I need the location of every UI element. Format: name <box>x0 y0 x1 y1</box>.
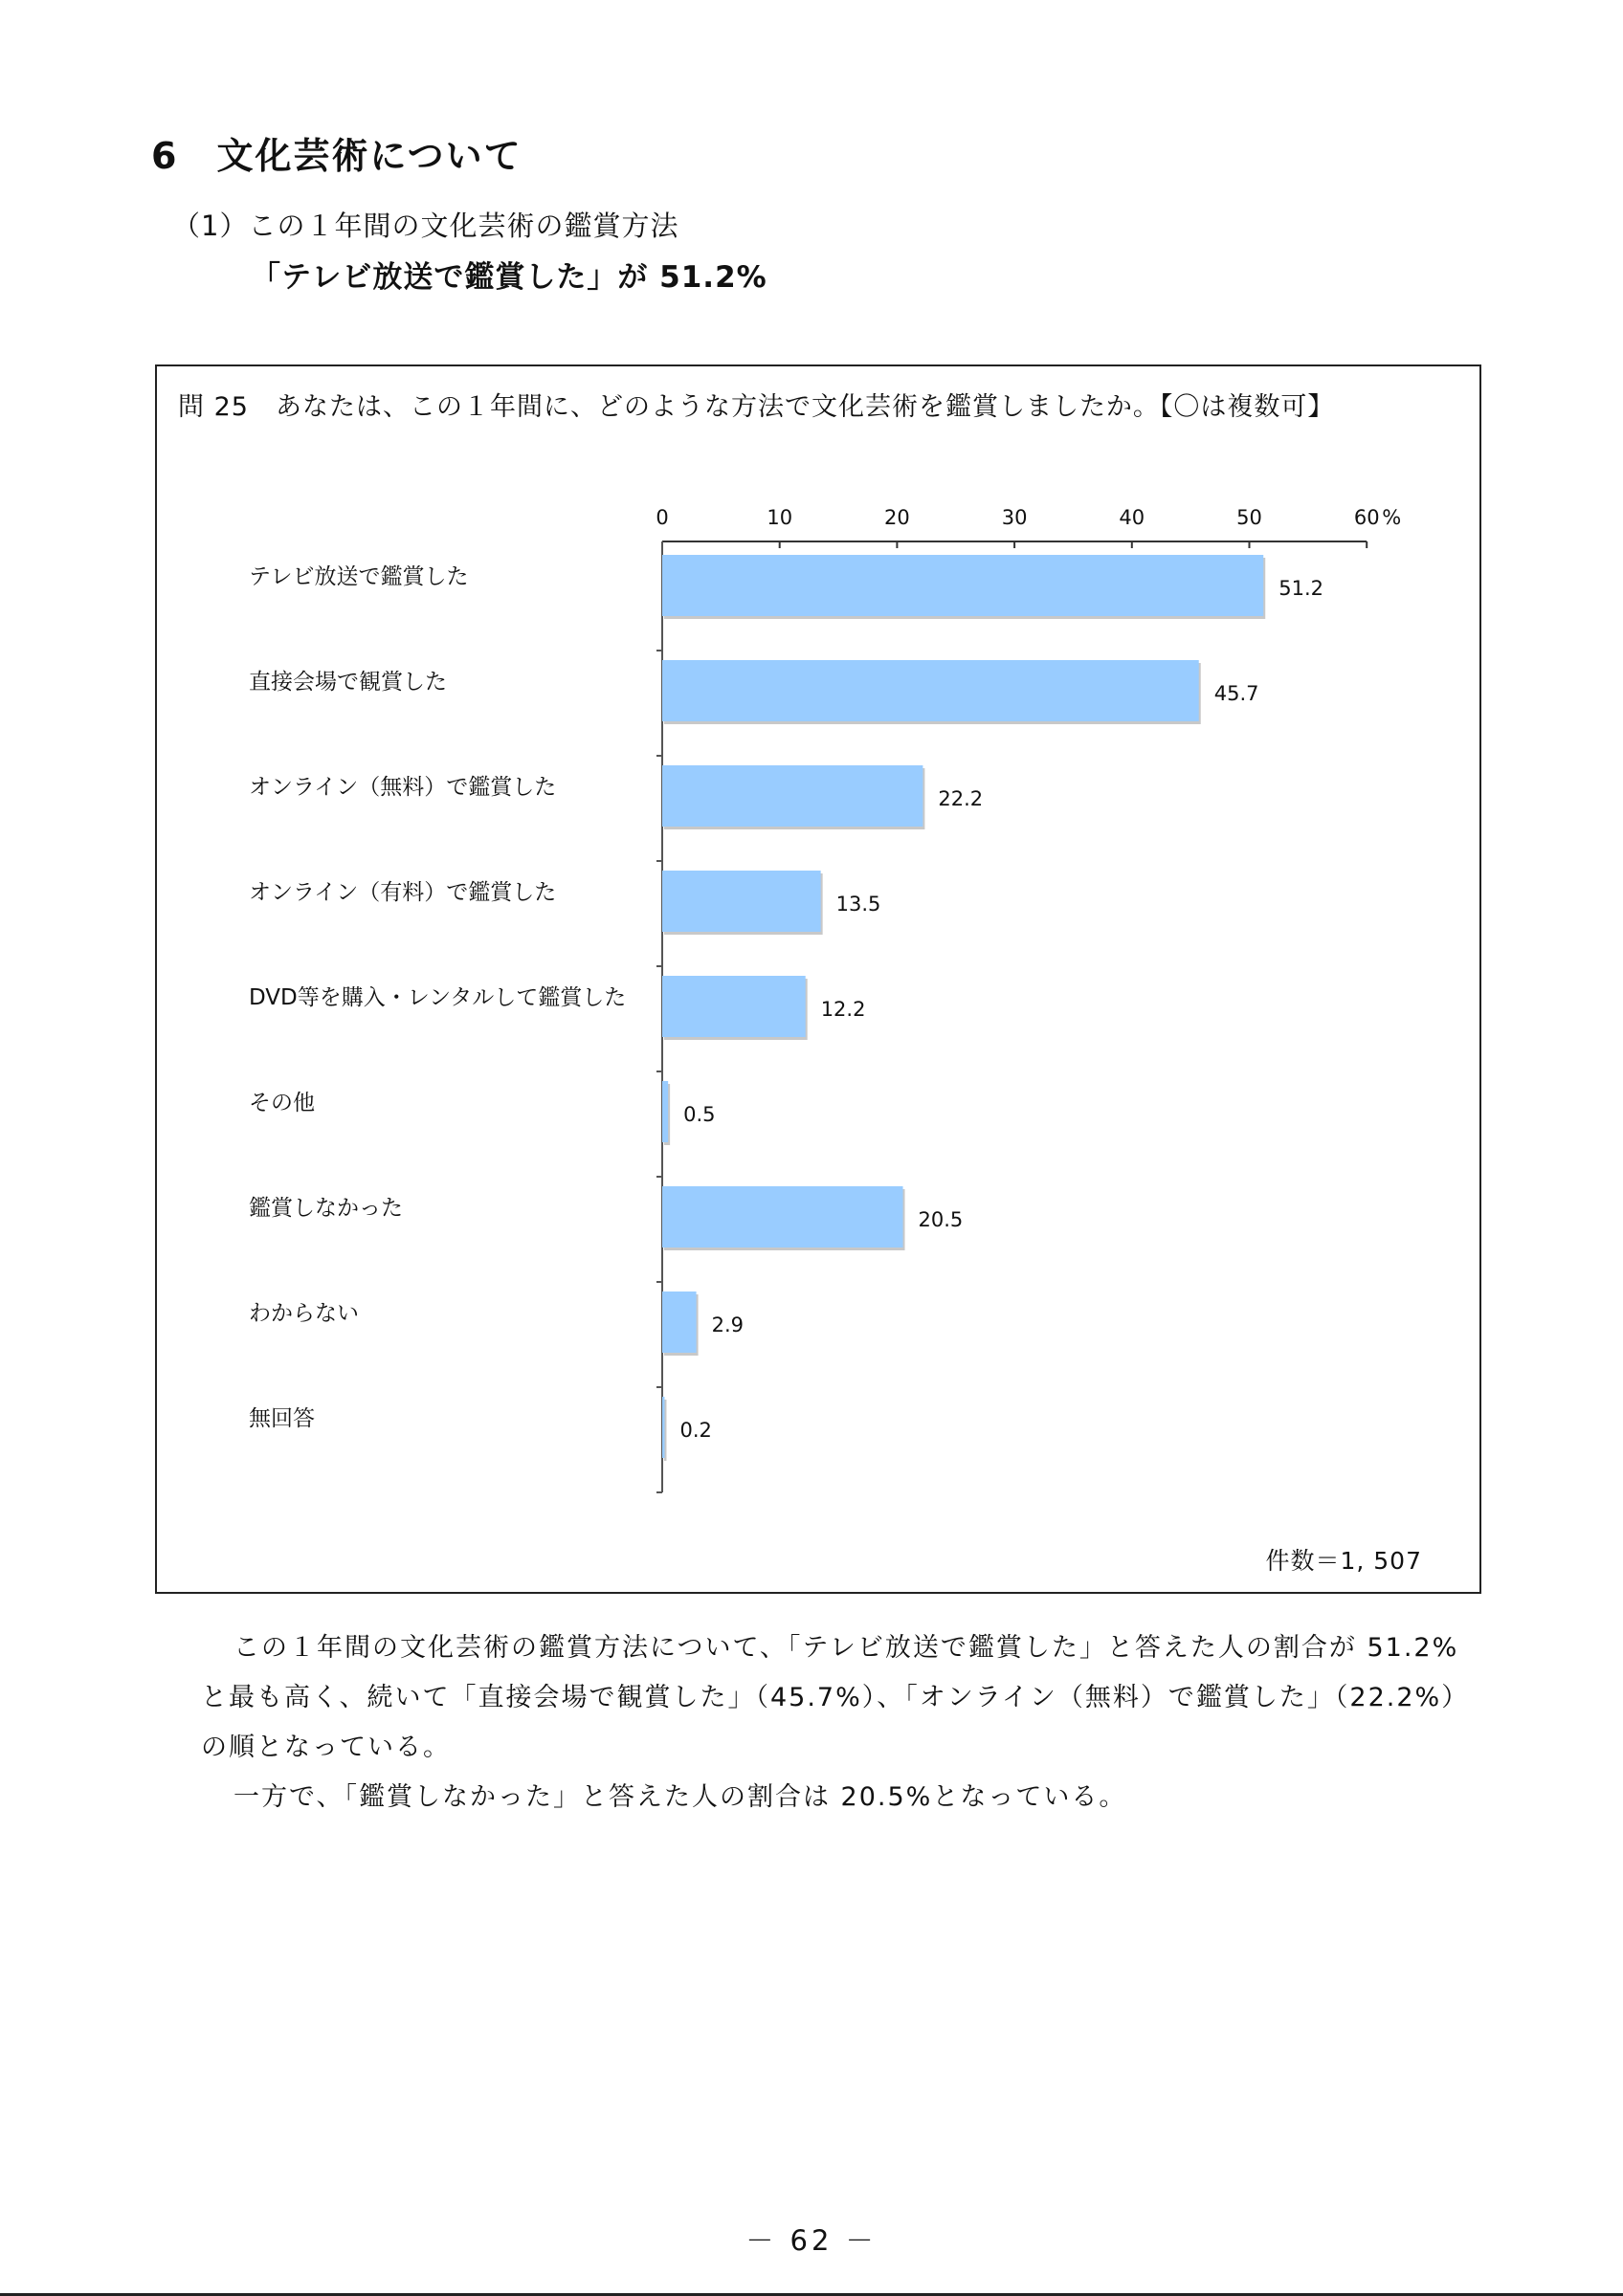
value-label: 12.2 <box>820 998 866 1021</box>
summary-paragraph-1: この１年間の文化芸術の鑑賞方法について、「テレビ放送で鑑賞した」と答えた人の割合が 51.2%と最も高く、続いて「直接会場で観賞した」（45.7%）、「オンライン（無料）で鑑賞した」（22.2%）の順となっている。 <box>201 1633 1459 1762</box>
question-text: 問 25 あなたは、この１年間に、どのような方法で文化芸術を鑑賞しましたか。【〇は複数可】 <box>178 392 1335 422</box>
x-tick-label: 10 <box>767 506 793 529</box>
value-label: 51.2 <box>1278 577 1323 600</box>
category-label: オンライン（無料）で鑑賞した <box>249 775 557 800</box>
bar <box>662 1292 697 1353</box>
category-label: その他 <box>249 1091 315 1115</box>
value-label: 45.7 <box>1213 682 1259 705</box>
bar <box>662 1397 664 1458</box>
x-tick-label: 40 <box>1119 506 1145 529</box>
category-label: 直接会場で観賞した <box>249 670 447 695</box>
x-tick-label: 0 <box>656 506 669 529</box>
x-tick-label: 60 <box>1353 506 1380 529</box>
bar <box>662 660 1199 721</box>
category-label: テレビ放送で鑑賞した <box>249 564 469 589</box>
x-tick-label: 30 <box>1001 506 1028 529</box>
value-label: 0.2 <box>679 1419 712 1442</box>
value-label: 20.5 <box>918 1208 964 1231</box>
category-label: 無回答 <box>249 1406 315 1431</box>
value-label: 0.5 <box>683 1103 716 1126</box>
category-label: オンライン（有料）で鑑賞した <box>249 880 557 905</box>
response-count: 件数＝1, 507 <box>1265 1547 1422 1575</box>
subsection-highlight: 「テレビ放送で鑑賞した」が 51.2% <box>251 260 767 295</box>
bar <box>662 1186 903 1247</box>
x-tick-label: 20 <box>884 506 910 529</box>
category-label: わからない <box>249 1301 359 1326</box>
x-axis-unit: % <box>1382 506 1402 529</box>
bar-chart <box>157 366 1479 1592</box>
page-number: － 62 － <box>745 2224 878 2257</box>
bar <box>662 976 806 1037</box>
category-label: DVD等を購入・レンタルして鑑賞した <box>249 985 627 1010</box>
x-tick-label: 50 <box>1236 506 1262 529</box>
subsection-title: （1）この１年間の文化芸術の鑑賞方法 <box>172 210 679 242</box>
summary-text <box>201 1623 1464 1822</box>
chart-frame <box>155 364 1481 1594</box>
bar <box>662 555 1263 616</box>
section-title: 6 文化芸術について <box>151 135 522 177</box>
category-label: 鑑賞しなかった <box>249 1196 403 1221</box>
bar <box>662 1081 668 1142</box>
bar <box>662 765 923 827</box>
value-label: 2.9 <box>711 1314 744 1336</box>
value-label: 13.5 <box>835 893 881 916</box>
bar <box>662 871 821 932</box>
value-label: 22.2 <box>938 787 984 810</box>
summary-paragraph-2: 一方で、「鑑賞しなかった」と答えた人の割合は 20.5%となっている。 <box>233 1782 1127 1812</box>
